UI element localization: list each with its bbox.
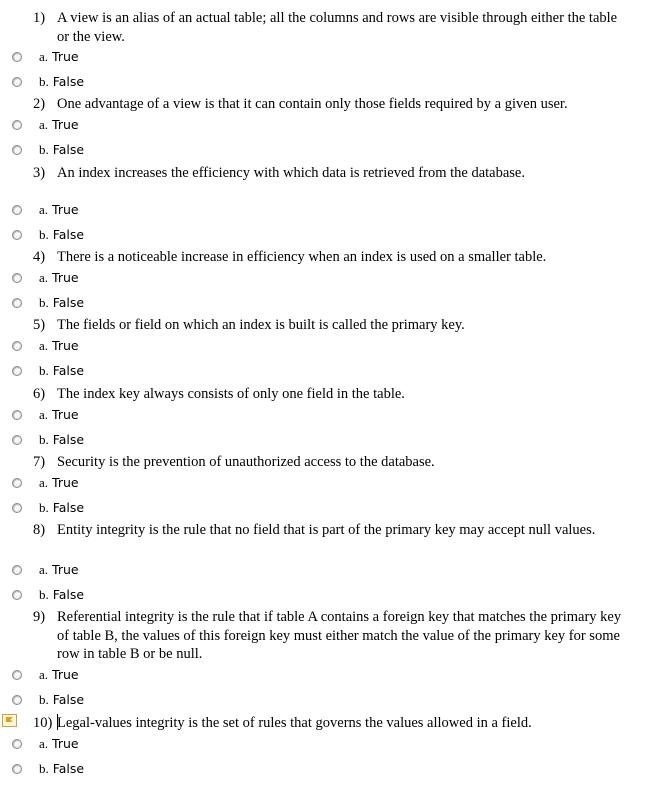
question-text: Entity integrity is the rule that no field that is part of the primary key may accept null values. <box>57 522 596 538</box>
question-number: 3) <box>33 165 46 181</box>
option-letter: a. <box>39 562 49 577</box>
question-text: Legal-values integrity is the set of rules that governs the values allowed in a field. <box>57 715 532 731</box>
option-letter: b. <box>39 227 49 242</box>
radio-button[interactable] <box>12 273 22 283</box>
radio-button[interactable] <box>12 298 22 308</box>
question-number: 1) <box>33 10 46 26</box>
question-9 <box>33 608 628 664</box>
option-label: True <box>52 270 79 285</box>
question-text: One advantage of a view is that it can contain only those fields required by a given user. <box>57 96 568 112</box>
option-letter: b. <box>39 363 49 378</box>
option-label: False <box>52 500 85 515</box>
radio-button[interactable] <box>12 410 22 420</box>
question-4 <box>33 248 628 267</box>
radio-button[interactable] <box>12 205 22 215</box>
question-2 <box>33 95 628 114</box>
question-7 <box>33 453 628 472</box>
radio-button[interactable] <box>12 145 22 155</box>
question-text: An index increases the efficiency with which data is retrieved from the database. <box>57 165 525 181</box>
option-label: False <box>52 761 85 776</box>
option-label: True <box>52 667 79 682</box>
radio-button[interactable] <box>12 77 22 87</box>
radio-button[interactable] <box>12 695 22 705</box>
radio-button[interactable] <box>12 230 22 240</box>
radio-button[interactable] <box>12 52 22 62</box>
question-text: The index key always consists of only one field in the table. <box>57 386 405 402</box>
flag-icon[interactable] <box>2 714 17 727</box>
option-label: True <box>52 736 79 751</box>
radio-button[interactable] <box>12 670 22 680</box>
option-label: True <box>52 117 79 132</box>
radio-button[interactable] <box>12 366 22 376</box>
option-letter: b. <box>39 500 49 515</box>
option-letter: b. <box>39 142 49 157</box>
option-label: False <box>52 432 85 447</box>
option-label: True <box>52 475 79 490</box>
option-label: True <box>52 202 79 217</box>
question-8 <box>33 521 628 540</box>
question-text: The fields or field on which an index is built is called the primary key. <box>57 317 465 333</box>
radio-button[interactable] <box>12 590 22 600</box>
option-letter: a. <box>39 202 49 217</box>
option-letter: a. <box>39 49 49 64</box>
question-text: There is a noticeable increase in efficiency when an index is used on a smaller table. <box>57 249 547 265</box>
option-letter: a. <box>39 270 49 285</box>
radio-button[interactable] <box>12 503 22 513</box>
option-letter: b. <box>39 295 49 310</box>
question-text: A view is an alias of an actual table; all the columns and rows are visible through either the table or the view. <box>57 10 618 45</box>
question-number: 7) <box>33 454 46 470</box>
option-letter: b. <box>39 587 49 602</box>
question-text: Referential integrity is the rule that if table A contains a foreign key that matches the primary key of table B, the values of this foreign key must either match the value of the primary key for some row in table B or be null. <box>57 609 622 662</box>
option-letter: a. <box>39 117 49 132</box>
option-label: False <box>52 295 85 310</box>
option-label: False <box>52 587 85 602</box>
question-5 <box>33 316 628 335</box>
option-letter: b. <box>39 761 49 776</box>
radio-button[interactable] <box>12 739 22 749</box>
question-text: Security is the prevention of unauthorized access to the database. <box>57 454 435 470</box>
question-number: 10) <box>33 715 53 731</box>
option-label: False <box>52 227 85 242</box>
option-label: False <box>52 142 85 157</box>
option-label: True <box>52 562 79 577</box>
radio-button[interactable] <box>12 341 22 351</box>
question-number: 9) <box>33 609 46 625</box>
option-label: True <box>52 338 79 353</box>
question-number: 6) <box>33 386 46 402</box>
question-1 <box>33 9 628 46</box>
option-label: False <box>52 363 85 378</box>
radio-button[interactable] <box>12 764 22 774</box>
option-label: True <box>52 49 79 64</box>
option-label: True <box>52 407 79 422</box>
option-letter: a. <box>39 407 49 422</box>
question-number: 4) <box>33 249 46 265</box>
option-label: False <box>52 74 85 89</box>
radio-button[interactable] <box>12 435 22 445</box>
option-letter: a. <box>39 736 49 751</box>
question-3 <box>33 164 628 183</box>
option-letter: a. <box>39 475 49 490</box>
question-10 <box>33 714 628 733</box>
option-letter: b. <box>39 692 49 707</box>
question-number: 8) <box>33 522 46 538</box>
option-letter: b. <box>39 74 49 89</box>
radio-button[interactable] <box>12 478 22 488</box>
option-letter: a. <box>39 667 49 682</box>
radio-button[interactable] <box>12 565 22 575</box>
question-number: 2) <box>33 96 46 112</box>
option-label: False <box>52 692 85 707</box>
radio-button[interactable] <box>12 120 22 130</box>
question-number: 5) <box>33 317 46 333</box>
question-6 <box>33 385 628 404</box>
option-letter: a. <box>39 338 49 353</box>
option-letter: b. <box>39 432 49 447</box>
